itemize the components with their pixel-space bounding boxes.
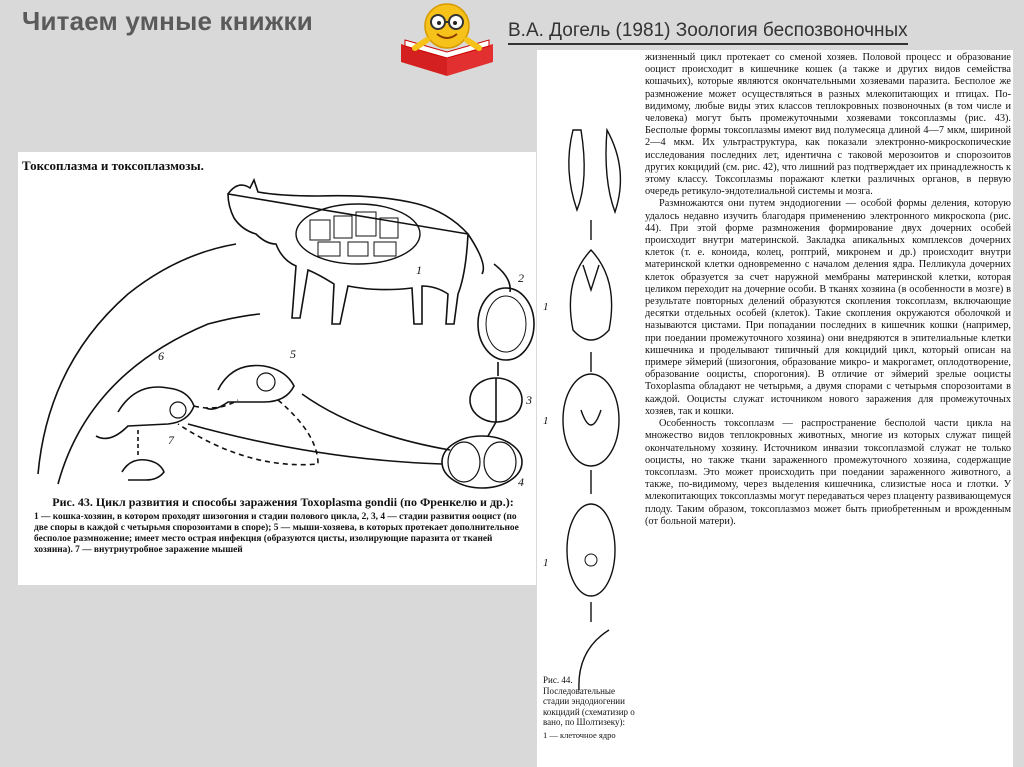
stage-label-4: 4 (518, 475, 524, 489)
toxoplasma-life-cycle-diagram (18, 174, 536, 492)
source-citation: В.А. Догель (1981) Зоология беспозвоночных (508, 20, 908, 45)
figure-43-panel (18, 152, 536, 585)
figure-44-caption (543, 675, 639, 740)
stage-c-cell (563, 374, 619, 466)
fig44-label-1c: 1 (543, 557, 549, 569)
reading-smiley-icon (393, 0, 501, 78)
paragraph-3: Особенность токсоплазм — распространение бесполой части цикла на множество видов теплокровных животных, многие из которых служат пищей окончательному хозяину. Источником инвазии токсоплазмой служат не только ооцисты, но также ткани зараженного промежуточного хозяина, содержащие токсоплазм. Это может происходить при поедании зараженного животного, а также, по-видимому, через выделения кишечника, слизистые носа и глотки. У млекопитающих токсоплазмы могут передаваться через плаценту развивающемуся плоду. Таким образом, токсоплазмоз может быть приобретенным и врожденным (от больной матери). (645, 418, 1011, 527)
stage-label-7: 7 (168, 433, 174, 447)
slide-title: Читаем умные книжки (22, 6, 313, 36)
figure-44-caption-text: Рис. 44. Последовательные стадии эндодиогении кокцидий (схематизир о вано, по Шолтизеку): (543, 675, 635, 727)
endodyogeny-stages-diagram (537, 90, 645, 690)
stage-b-cell (570, 250, 611, 340)
stage-label-2: 2 (518, 271, 524, 285)
figure-43-caption-legend: 1 — кошка-хозяин, в котором проходят шизогония и стадии полового цикла, 2, 3, 4 — стадии развития ооцист (по две споры в каждой с четырьмя спорозоитами в споре); 5 — мыши-хозяева, в которых протекает дополнительное бесполое размножение; имеет место острая инфекция (образуются цисты, изолирующие паразита от тканей хозяина). 7 — внутриутробное заражение мышей (34, 512, 519, 555)
stage-label-1: 1 (416, 263, 422, 277)
figure-44-caption-legend: 1 — клеточное ядро (543, 729, 616, 740)
paragraph-1: жизненный цикл протекает со сменой хозяев. Половой процесс и образование ооцист происходит в кишечнике кошек (а также и других видов семейства кошачьих), которые являются окончательными хозяевами паразита. Бесполое же размножение может осуществляться в разных млекопитающих и птицах. По-видимому, любые виды этих классов теплокровных позвоночных (в том числе и человека) могут быть промежуточными хозяевами токсоплазмы (рис. 43). Бесполые формы токсоплазмы имеют вид полумесяца длиной 4—7 мкм, шириной 2—4 мкм. Их ультраструктура, как показали электронно-микроскопические исследования последних лет, идентична с таковой мерозоитов и спорозоитов других кокцидий (см. рис. 42), что лишний раз подтверждает их принадлежность к этому классу. Токсоплазмы поражают клетки различных органов, в первую очередь ретикуло-эндотелиальной системы и мозга. (645, 52, 1011, 198)
figure-43-caption-title: Рис. 43. Цикл развития и способы заражения Toxoplasma gondii (по Френкелю и др.): (52, 495, 514, 509)
stage-label-6: 6 (158, 349, 164, 363)
mouse-7-illustration (122, 460, 164, 480)
stage-a-cell (569, 130, 621, 212)
paragraph-2: Размножаются они путем эндодиогении — особой формы деления, которую удалось недавно изучить благодаря применению электронного микроскопа (рис. 44). При этой форме размножения формирование двух дочерних особей происходит внутри материнской. Закладка апикальных комплексов дочерних клеток (т. е. коноида, колец, роптрий, микронем и др.) происходит внутри материнской клетки одновременно с началом деления ядра. Пелликула дочерних клеток образуется за счет наружной мембраны материнской клетки, которая целиком переходит на дочерние особи. В тканях хозяина (в особенности в мозге) в результате повторных делений образуются скопления токсоплазм, включающие десятки отдельных особей (клеток). Такие скопления окружаются оболочкой и называются цистами. При попадании последних в кишечник кошки (например, при поедании промежуточного хозяина) они внедряются в эпителиальные клетки кишечника и проделывают типичный для кокцидий цикл, который описан на примере эймерий (шизогония, образование микро- и макрогамет, оплодотворение, образование ооцисты, спорогония). В отличие от эймерий зрелые ооцисты Toxoplasma обладают не четырьмя, а двумя спорами с четырьмя спорозоитами в каждой. Ооцисты служат источником нового заражения для промежуточных хозяев, так и кошки. (645, 198, 1011, 417)
cat-illustration (228, 180, 483, 324)
stage-label-3: 3 (526, 393, 532, 407)
figure-43-caption (34, 495, 532, 556)
fig44-label-1a: 1 (543, 301, 549, 313)
fig44-label-1b: 1 (543, 415, 549, 427)
intestinal-stages (310, 212, 398, 256)
figure-43-heading: Токсоплазма и токсоплазмозы. (22, 158, 204, 173)
stage-d-cell (567, 504, 615, 596)
stage-label-5: 5 (290, 347, 296, 361)
mouse-6-illustration (96, 387, 194, 438)
article-body (645, 52, 1011, 528)
text-page-panel (537, 50, 1013, 767)
